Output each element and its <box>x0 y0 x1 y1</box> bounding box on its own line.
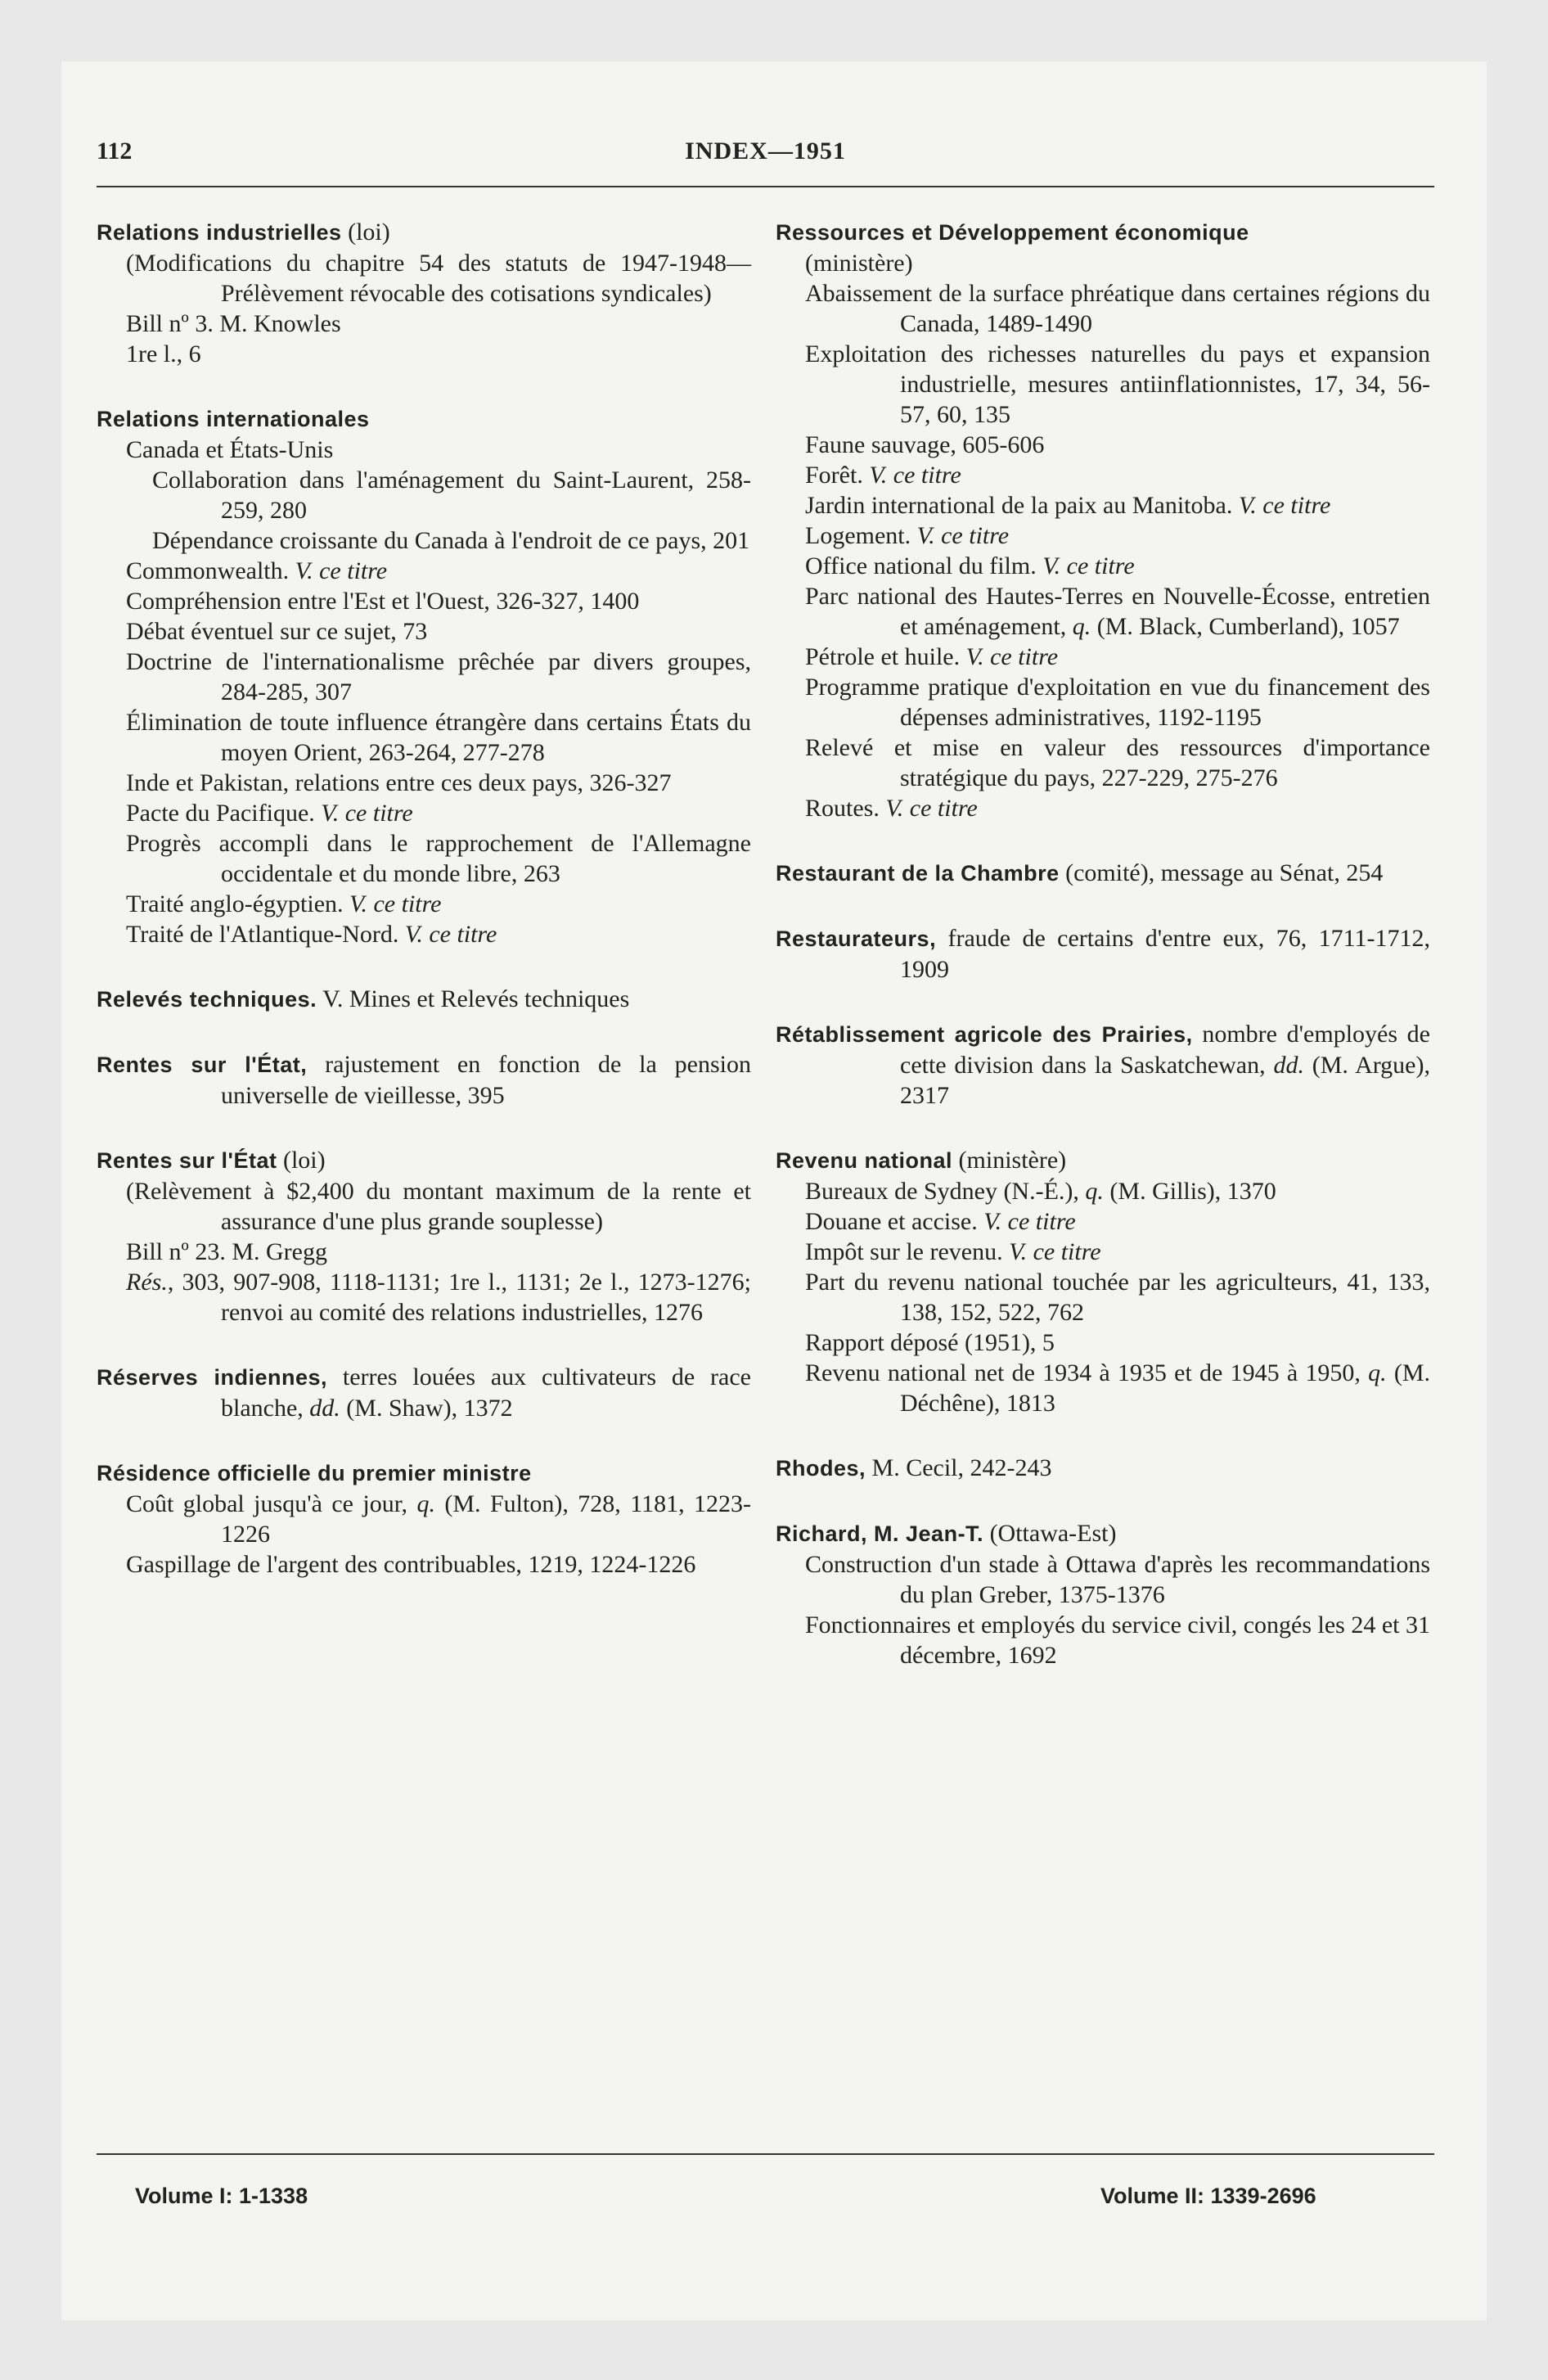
index-entry <box>97 217 751 369</box>
subentry-text: Canada et États-Unis <box>126 436 334 463</box>
footer-rule <box>97 2153 1434 2155</box>
entry-heading: Rhodes, <box>776 1456 866 1481</box>
subentry-text: Douane et accise. <box>805 1208 984 1235</box>
entry-heading: Rentes sur l'État, <box>97 1053 308 1077</box>
subentry-text: Inde et Pakistan, relations entre ces deux pays, 326-327 <box>126 769 672 796</box>
subentry-text: (ministère) <box>805 250 913 277</box>
subentry-text: Bill nº 3. M. Knowles <box>126 310 341 337</box>
entry-heading-tail: (M. Argue), 2317 <box>900 1052 1430 1109</box>
entry-subentry <box>97 919 751 949</box>
entry-subentry <box>776 1267 1430 1327</box>
subentry-italic: V. ce titre <box>869 462 961 489</box>
entry-subentry <box>776 793 1430 823</box>
subentry-text: Gaspillage de l'argent des contribuables, 1219, 1224-1226 <box>126 1551 696 1578</box>
entry-heading-tail: (M. Shaw), 1372 <box>340 1395 513 1422</box>
subentry-text: Parc national des Hautes-Terres en Nouvelle-Écosse, entretien et aménagement, <box>805 583 1430 640</box>
subentry-italic: V. ce titre <box>965 643 1059 670</box>
page-title: INDEX—1951 <box>685 137 846 165</box>
index-entry <box>97 984 751 1015</box>
entry-subentry <box>776 1206 1430 1237</box>
entry-subentry <box>97 798 751 828</box>
index-entry <box>776 217 1430 823</box>
entry-subentry <box>97 339 751 369</box>
subentry-italic: q. <box>1368 1359 1387 1386</box>
subentry-text: Compréhension entre l'Est et l'Ouest, 326-327, 1400 <box>126 588 640 615</box>
index-entry <box>776 923 1430 985</box>
entry-subentry <box>97 586 751 616</box>
subentry-text: Faune sauvage, 605-606 <box>805 431 1045 458</box>
subentry-text: Logement. <box>805 522 917 549</box>
subentry-text: Dépendance croissante du Canada à l'endroit de ce pays, 201 <box>152 527 750 554</box>
entry-heading: Réserves indiennes, <box>97 1365 327 1390</box>
subentry-italic: V. ce titre <box>983 1208 1076 1235</box>
subentry-italic: V. ce titre <box>1009 1238 1101 1265</box>
entry-heading: Richard, M. Jean-T. <box>776 1521 984 1546</box>
entry-heading-note: M. Cecil, 242-243 <box>866 1454 1052 1481</box>
index-entry <box>97 403 751 949</box>
index-entry <box>776 1145 1430 1418</box>
subentry-italic: V. ce titre <box>1042 552 1135 579</box>
index-entry <box>776 1019 1430 1111</box>
subentry-italic: V. ce titre <box>1238 492 1331 519</box>
entry-heading-line <box>776 217 1430 248</box>
right-column <box>776 217 1430 1705</box>
entry-subentry <box>97 768 751 798</box>
entry-subentry <box>97 828 751 889</box>
subentry-text: Revenu national net de 1934 à 1935 et de 1945 à 1950, <box>805 1359 1369 1386</box>
subentry-text: Fonctionnaires et employés du service civil, congés les 24 et 31 décembre, 1692 <box>805 1611 1430 1669</box>
entry-heading-line <box>97 1145 751 1176</box>
entry-subentry <box>776 1610 1430 1670</box>
subentry-text: Part du revenu national touchée par les agriculteurs, 41, 133, 138, 152, 522, 762 <box>805 1269 1430 1326</box>
subentry-italic: q. <box>1072 613 1091 640</box>
entry-subentry <box>97 616 751 647</box>
subentry-text: Bill nº 23. M. Gregg <box>126 1238 327 1265</box>
entry-heading-note: (comité), message au Sénat, 254 <box>1059 859 1384 886</box>
subentry-italic-prefix: Rés. <box>126 1269 168 1296</box>
entry-heading-note: (Ottawa-Est) <box>983 1520 1117 1547</box>
subentry-text: Traité anglo-égyptien. <box>126 890 350 917</box>
entry-subentry <box>776 278 1430 339</box>
subentry-tail: (M. Black, Cumberland), 1057 <box>1091 613 1400 640</box>
subentry-text: Abaissement de la surface phréatique dans certaines régions du Canada, 1489-1490 <box>805 280 1430 337</box>
entry-heading-line <box>776 1145 1430 1176</box>
subentry-text: Office national du film. <box>805 552 1043 579</box>
subentry-tail: (M. Gillis), 1370 <box>1103 1178 1276 1205</box>
entry-heading-note: V. Mines et Relevés techniques <box>317 985 630 1012</box>
entry-heading: Relations industrielles <box>97 220 342 245</box>
index-entry <box>97 1049 751 1111</box>
subentry-italic: V. ce titre <box>885 795 978 822</box>
subentry-text: Routes. <box>805 795 886 822</box>
entry-heading: Relations internationales <box>97 407 370 431</box>
subentry-italic: V. ce titre <box>404 921 497 948</box>
entry-subentry <box>97 1267 751 1327</box>
entry-subentry <box>97 248 751 309</box>
subentry-text: (Relèvement à $2,400 du montant maximum de la rente et assurance d'une plus grande souplesse) <box>126 1178 751 1235</box>
entry-heading-line <box>97 1049 751 1111</box>
entry-subentry <box>97 1176 751 1237</box>
subentry-text: Coût global jusqu'à ce jour, <box>126 1490 417 1517</box>
entry-subentry <box>776 339 1430 430</box>
index-entry <box>97 1458 751 1580</box>
footer-volume-2: Volume II: 1339-2696 <box>1100 2184 1316 2208</box>
entry-subentry <box>776 551 1430 581</box>
entry-heading-note: (loi) <box>341 219 390 246</box>
entry-heading-line <box>97 403 751 435</box>
entry-subentry <box>97 435 751 465</box>
entry-heading-line <box>776 923 1430 985</box>
subentry-text: Impôt sur le revenu. <box>805 1238 1010 1265</box>
footer-volume-1: Volume I: 1-1338 <box>135 2184 308 2208</box>
entry-heading: Relevés techniques. <box>97 987 317 1012</box>
entry-subentry <box>97 647 751 707</box>
entry-heading-line <box>776 1453 1430 1484</box>
entry-subentry <box>97 707 751 768</box>
entry-subentry <box>776 1176 1430 1206</box>
subentry-text: (Modifications du chapitre 54 des statuts de 1947-1948—Prélèvement révocable des cotisations syndicales) <box>126 250 751 307</box>
subentry-italic: q. <box>416 1490 435 1517</box>
subentry-text: Jardin international de la paix au Manitoba. <box>805 492 1239 519</box>
subentry-text: Relevé et mise en valeur des ressources d'importance stratégique du pays, 227-229, 275-276 <box>805 734 1430 791</box>
entry-heading-line <box>97 1458 751 1489</box>
subentry-italic: V. ce titre <box>349 890 442 917</box>
subentry-text: Collaboration dans l'aménagement du Saint-Laurent, 258-259, 280 <box>152 467 751 524</box>
subentry-text: Pétrole et huile. <box>805 643 966 670</box>
entry-heading-note: terres louées aux cultivateurs de race blanche, <box>221 1364 751 1422</box>
index-entry <box>776 1453 1430 1484</box>
entry-heading-line <box>776 1518 1430 1549</box>
entry-subentry <box>97 556 751 586</box>
entry-subentry <box>97 525 751 556</box>
subentry-text: Traité de l'Atlantique-Nord. <box>126 921 405 948</box>
entry-subentry <box>776 521 1430 551</box>
subentry-italic: q. <box>1085 1178 1104 1205</box>
entry-subentry <box>776 248 1430 278</box>
entry-subentry <box>97 1489 751 1549</box>
index-entry <box>776 858 1430 889</box>
entry-heading: Revenu national <box>776 1148 953 1173</box>
page-number: 112 <box>97 137 133 165</box>
entry-subentry <box>776 430 1430 460</box>
subentry-text: Élimination de toute influence étrangère dans certains États du moyen Orient, 263-264, 277-278 <box>126 709 751 766</box>
entry-subentry <box>776 1358 1430 1418</box>
page-header <box>97 137 1434 174</box>
entry-heading-italic: dd. <box>309 1395 340 1422</box>
entry-subentry <box>776 490 1430 521</box>
entry-subentry <box>97 309 751 339</box>
entry-subentry <box>97 889 751 919</box>
entry-subentry <box>97 1549 751 1580</box>
entry-heading-note: rajustement en fonction de la pension universelle de vieillesse, 395 <box>221 1051 751 1109</box>
index-page <box>61 61 1487 2320</box>
subentry-tail: (M. Fulton), 728, 1181, 1223-1226 <box>221 1490 751 1548</box>
entry-heading: Rentes sur l'État <box>97 1148 277 1173</box>
subentry-text: Forêt. <box>805 462 870 489</box>
subentry-text: Rapport déposé (1951), 5 <box>805 1329 1055 1356</box>
index-entry <box>776 1518 1430 1670</box>
entry-subentry <box>97 465 751 525</box>
subentry-text: Commonwealth. <box>126 557 295 584</box>
entry-subentry <box>776 1237 1430 1267</box>
entry-subentry <box>776 672 1430 732</box>
subentry-italic: V. ce titre <box>916 522 1010 549</box>
subentry-text: Construction d'un stade à Ottawa d'après les recommandations du plan Greber, 1375-1376 <box>805 1551 1430 1608</box>
subentry-text: Débat éventuel sur ce sujet, 73 <box>126 618 428 645</box>
subentry-text: 1re l., 6 <box>126 340 201 367</box>
entry-heading-note: (loi) <box>277 1147 326 1174</box>
entry-subentry <box>776 642 1430 672</box>
entry-heading-note: fraude de certains d'entre eux, 76, 1711-1712, 1909 <box>900 925 1430 983</box>
header-rule <box>97 186 1434 187</box>
subentry-text: Exploitation des richesses naturelles du pays et expansion industrielle, mesures antiinflationnistes, 17, 34, 56-57, 60, 135 <box>805 340 1430 428</box>
entry-subentry <box>776 732 1430 793</box>
entry-subentry <box>776 1327 1430 1358</box>
entry-heading-note: (ministère) <box>952 1147 1067 1174</box>
index-entry <box>97 1362 751 1423</box>
entry-heading-italic: dd. <box>1273 1052 1304 1079</box>
entry-heading: Rétablissement agricole des Prairies, <box>776 1022 1193 1047</box>
subentry-italic: V. ce titre <box>295 557 388 584</box>
subentry-text: , 303, 907-908, 1118-1131; 1re l., 1131; 2e l., 1273-1276; renvoi au comité des relations industrielles, 1276 <box>167 1269 751 1326</box>
left-column <box>97 217 751 1614</box>
subentry-text: Bureaux de Sydney (N.-É.), <box>805 1178 1086 1205</box>
index-entry <box>97 1145 751 1327</box>
subentry-text: Doctrine de l'internationalisme prêchée par divers groupes, 284-285, 307 <box>126 648 751 705</box>
entry-heading-line <box>97 217 751 248</box>
entry-heading-note: nombre d'employés de cette division dans la Saskatchewan, <box>900 1021 1430 1079</box>
entry-subentry <box>776 581 1430 642</box>
subentry-italic: V. ce titre <box>321 800 413 827</box>
entry-heading: Résidence officielle du premier ministre <box>97 1461 532 1485</box>
entry-subentry <box>97 1237 751 1267</box>
entry-heading: Ressources et Développement économique <box>776 220 1249 245</box>
entry-heading: Restaurant de la Chambre <box>776 861 1060 886</box>
subentry-text: Progrès accompli dans le rapprochement de l'Allemagne occidentale et du monde libre, 263 <box>126 830 751 887</box>
entry-heading-line <box>97 1362 751 1423</box>
entry-subentry <box>776 460 1430 490</box>
entry-subentry <box>776 1549 1430 1610</box>
subentry-text: Programme pratique d'exploitation en vue du financement des dépenses administratives, 1192-1195 <box>805 674 1430 731</box>
entry-heading-line <box>776 858 1430 889</box>
subentry-tail: (M. Déchêne), 1813 <box>900 1359 1430 1417</box>
entry-heading-line <box>97 984 751 1015</box>
entry-heading: Restaurateurs, <box>776 926 937 951</box>
subentry-text: Pacte du Pacifique. <box>126 800 322 827</box>
entry-heading-line <box>776 1019 1430 1111</box>
